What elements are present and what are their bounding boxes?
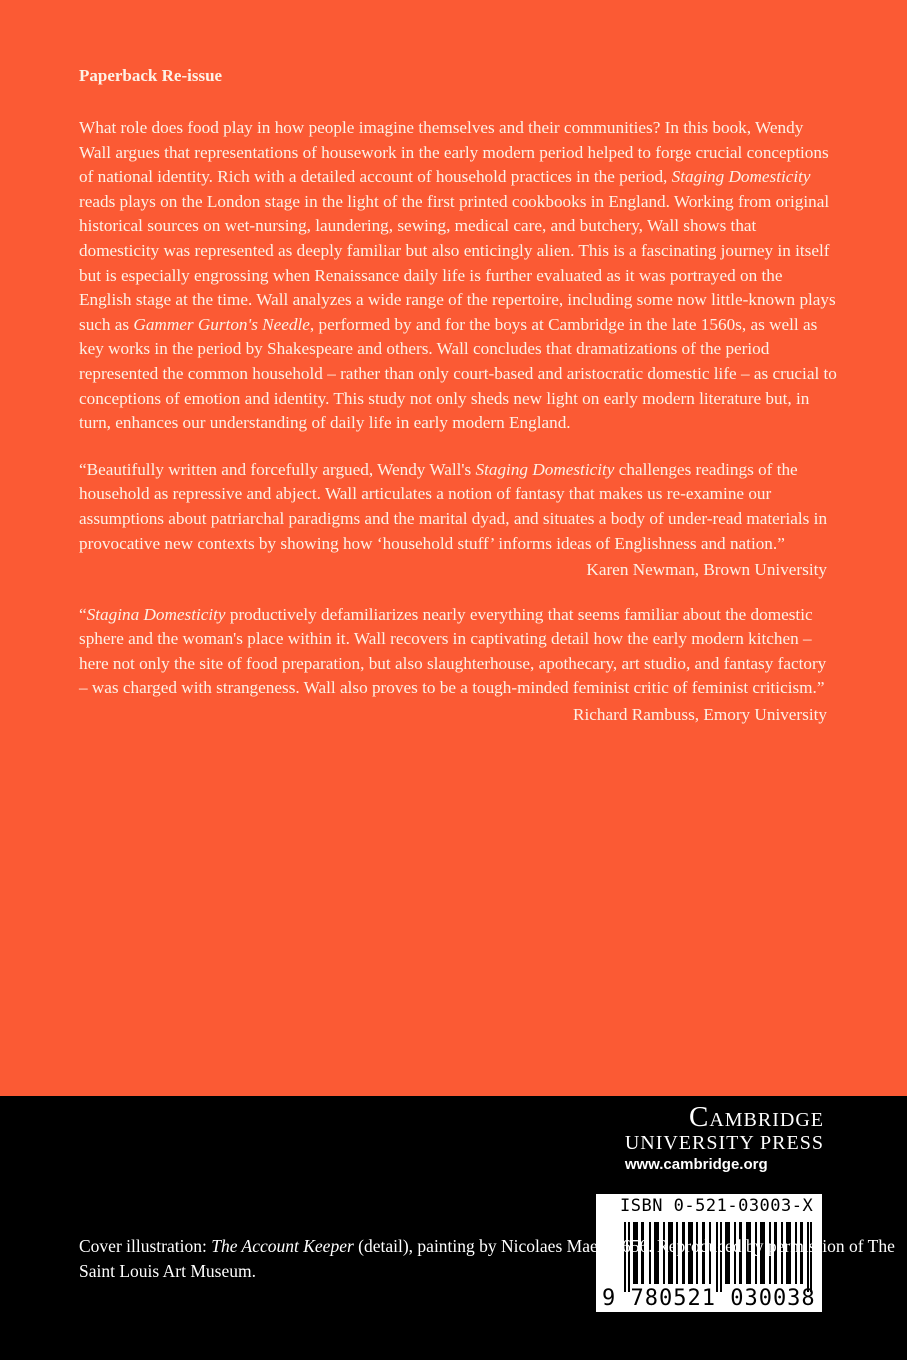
review-quote: “Beautifully written and forcefully argued, Wendy Wall's Staging Domesticity challenges readings of the household as repressive and abject. Wall articulates a notion of fantasy that makes us re-examine our assumptions about patriarchal paradigms and the marital dyad, and situates a body of under-read materials in provocative new contexts by showing how ‘household stuff’ informs ideas of Englishness and nation.” bbox=[79, 459, 828, 553]
ean-number: 9 780521 030038 > bbox=[602, 1286, 845, 1311]
review-attribution: Richard Rambuss, Emory University bbox=[573, 705, 827, 725]
publisher-name: Cambridge bbox=[688, 1101, 824, 1133]
publisher-subname: UNIVERSITY PRESS bbox=[624, 1132, 824, 1154]
publisher-url: www.cambridge.org bbox=[624, 1156, 768, 1173]
play-title: Gammer Gurton's Needle bbox=[133, 314, 310, 334]
book-title: Staging Domesticity bbox=[671, 167, 811, 187]
footer-band bbox=[0, 1096, 907, 1360]
cover-credit: Cover illustration: The Account Keeper (detail), painting by Nicolaes Maes, 1656. Reproduced by permission of The Saint Louis Art Museum. bbox=[79, 1236, 895, 1281]
back-cover-text bbox=[79, 66, 839, 748]
publisher-logo bbox=[625, 1102, 824, 1176]
book-description: What role does food play in how people imagine themselves and their communities? In this book, Wendy Wall argues that representations of housework in the early modern period helped to forge crucial conceptions of national identity. Rich with a detailed account of household practices in the period, Staging Domesticity reads plays on the London stage in the light of the first printed cookbooks in England. Working from original historical sources on wet-nursing, laundering, sewing, medical care, and butchery, Wall shows that domesticity was represented as deeply familiar but also enticingly alien. This is a fascinating journey in itself but is especially engrossing when Renaissance daily life is further evaluated as it was portrayed on the English stage at the time. Wall analyzes a wide range of the repertoire, including some now little-known plays such as Gammer Gurton's Needle, performed by and for the boys at Cambridge in the late 1560s, as well as key works in the period by Shakespeare and others. Wall concludes that dramatizations of the period represented the common household – rather than only court-based and aristocratic domestic life – as crucial to conceptions of emotion and identity. This study not only sheds new light on early modern literature but, in turn, enhances our understanding of daily life in early modern England. bbox=[79, 118, 837, 433]
review-quote: “Stagina Domesticity productively defamiliarizes nearly everything that seems familiar about the domestic sphere and the woman's place within it. Wall recovers in captivating detail how the early modern kitchen – here not only the site of food preparation, but also slaughterhouse, apothecary, art studio, and fantasy factory – was charged with strangeness. Wall also proves to be a tough-minded feminist critic of feminist criticism.” bbox=[79, 604, 827, 698]
review-attribution: Karen Newman, Brown University bbox=[586, 560, 827, 580]
isbn-number: ISBN 0-521-03003-X bbox=[620, 1196, 814, 1216]
painting-title: The Account Keeper bbox=[211, 1236, 354, 1256]
edition-label: Paperback Re-issue bbox=[79, 66, 223, 85]
